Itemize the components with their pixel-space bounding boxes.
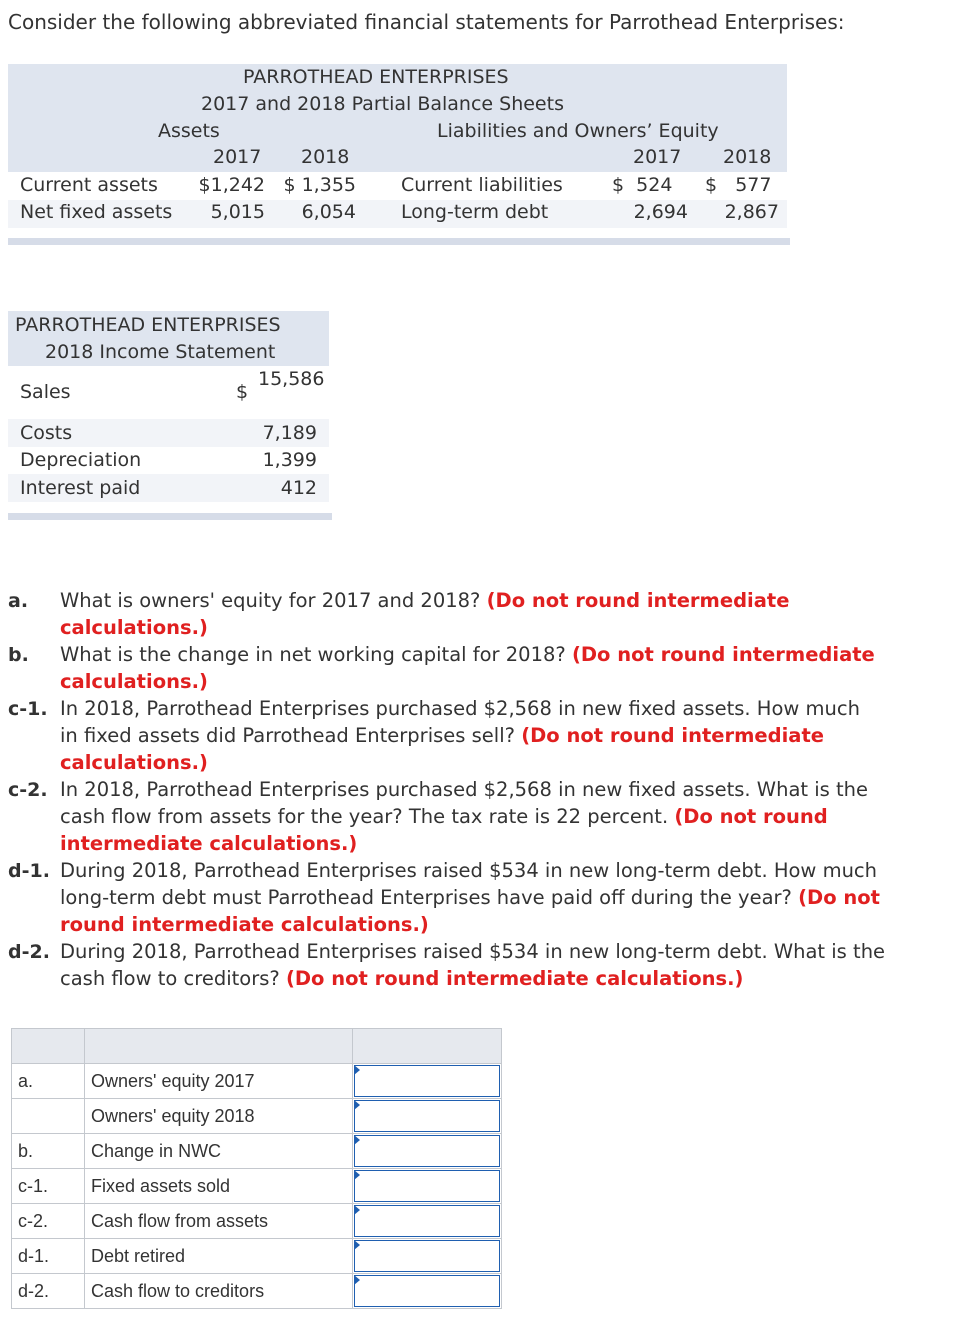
- balance-sheet-subtitle: 2017 and 2018 Partial Balance Sheets: [201, 93, 564, 115]
- answer-row-cash-flow-from-assets: [12, 1204, 502, 1239]
- liabilities-header: Liabilities and Owners’ Equity: [437, 120, 719, 142]
- question-c2-line-1: In 2018, Parrothead Enterprises purchased $2,568 in new fixed assets. What is the: [60, 778, 869, 801]
- answer-label: Owners' equity 2017: [85, 1064, 353, 1099]
- assets-year-2018: 2018: [301, 146, 350, 168]
- answer-row-owners-equity-2017: [12, 1064, 502, 1099]
- depreciation-label: Depreciation: [20, 449, 142, 471]
- answer-part: d-2.: [12, 1274, 85, 1309]
- answer-row-debt-retired: [12, 1239, 502, 1274]
- answer-table: [11, 1028, 502, 1309]
- question-c2-label: c-2.: [8, 779, 48, 801]
- answer-row-change-nwc: [12, 1134, 502, 1169]
- assets-header: Assets: [158, 120, 220, 142]
- question-d2-line-2: cash flow to creditors? (Do not round intermediate calculations.): [60, 967, 744, 990]
- owners-equity-2018-input[interactable]: [354, 1100, 500, 1132]
- question-d1-line-2: long-term debt must Parrothead Enterprises have paid off during the year? (Do not: [60, 886, 880, 909]
- question-b-line-2: calculations.): [60, 670, 208, 693]
- sales-dollar-sign: $: [236, 381, 249, 403]
- current-liabilities-label: Current liabilities: [401, 174, 563, 196]
- long-term-debt-label: Long-term debt: [401, 201, 549, 223]
- cash-flow-from-assets-input[interactable]: [354, 1205, 500, 1237]
- assets-year-2017: 2017: [213, 146, 262, 168]
- question-b-label: b.: [8, 644, 29, 666]
- balance-sheet-bottom-rule: [8, 238, 790, 245]
- long-term-debt-2018: 2,867: [724, 201, 779, 223]
- answer-label: Change in NWC: [85, 1134, 353, 1169]
- question-c1-label: c-1.: [8, 698, 48, 720]
- income-statement-bottom-rule: [8, 513, 332, 520]
- net-fixed-assets-2017: 5,015: [210, 201, 265, 223]
- answer-part: c-2.: [12, 1204, 85, 1239]
- interest-paid-value: 412: [280, 477, 317, 499]
- long-term-debt-2017: 2,694: [633, 201, 688, 223]
- question-d1-line-1: During 2018, Parrothead Enterprises raised $534 in new long-term debt. How much: [60, 859, 878, 882]
- answer-part: d-1.: [12, 1239, 85, 1274]
- question-c1-line-2: in fixed assets did Parrothead Enterprises sell? (Do not round intermediate: [60, 724, 825, 747]
- input-marker-icon: [354, 1065, 360, 1075]
- answer-label: Owners' equity 2018: [85, 1099, 353, 1134]
- question-c1-line-3: calculations.): [60, 751, 208, 774]
- liab-year-2018: 2018: [723, 146, 772, 168]
- question-c2-line-3: intermediate calculations.): [60, 832, 358, 855]
- debt-retired-input[interactable]: [354, 1240, 500, 1272]
- question-d2-label: d-2.: [8, 941, 50, 963]
- question-a-label: a.: [8, 590, 29, 612]
- sales-value: 15,586: [258, 368, 325, 390]
- income-statement-subtitle: 2018 Income Statement: [45, 341, 276, 363]
- current-assets-2017: $1,242: [198, 174, 265, 196]
- answer-label: Fixed assets sold: [85, 1169, 353, 1204]
- answer-part: b.: [12, 1134, 85, 1169]
- owners-equity-2017-input[interactable]: [354, 1065, 500, 1097]
- interest-paid-label: Interest paid: [20, 477, 141, 499]
- net-fixed-assets-2018: 6,054: [301, 201, 356, 223]
- costs-label: Costs: [20, 422, 73, 444]
- question-b-line-1: What is the change in net working capital for 2018? (Do not round intermediate: [60, 643, 875, 666]
- answer-part: c-1.: [12, 1169, 85, 1204]
- answer-label: Cash flow from assets: [85, 1204, 353, 1239]
- answer-label: Debt retired: [85, 1239, 353, 1274]
- current-assets-label: Current assets: [20, 174, 158, 196]
- cash-flow-to-creditors-input[interactable]: [354, 1275, 500, 1307]
- input-marker-icon: [354, 1240, 360, 1250]
- question-d2-line-1: During 2018, Parrothead Enterprises raised $534 in new long-term debt. What is the: [60, 940, 886, 963]
- input-marker-icon: [354, 1275, 360, 1285]
- question-d1-line-3: round intermediate calculations.): [60, 913, 429, 936]
- answer-row-cash-flow-to-creditors: [12, 1274, 502, 1309]
- question-c1-line-1: In 2018, Parrothead Enterprises purchased $2,568 in new fixed assets. How much: [60, 697, 860, 720]
- question-a-line-1: What is owners' equity for 2017 and 2018? (Do not round intermediate: [60, 589, 790, 612]
- net-fixed-assets-label: Net fixed assets: [20, 201, 173, 223]
- balance-sheet-company: PARROTHEAD ENTERPRISES: [243, 66, 509, 88]
- input-marker-icon: [354, 1100, 360, 1110]
- question-d1-label: d-1.: [8, 860, 50, 882]
- liab-year-2017: 2017: [633, 146, 682, 168]
- question-c2-line-2: cash flow from assets for the year? The tax rate is 22 percent. (Do not round: [60, 805, 828, 828]
- current-assets-2018: $ 1,355: [283, 174, 356, 196]
- answer-label: Cash flow to creditors: [85, 1274, 353, 1309]
- intro-text: Consider the following abbreviated financial statements for Parrothead Enterprises:: [8, 10, 845, 34]
- depreciation-value: 1,399: [262, 449, 317, 471]
- answer-part: [12, 1099, 85, 1134]
- change-nwc-input[interactable]: [354, 1135, 500, 1167]
- answer-table-header: [12, 1029, 502, 1064]
- question-a-line-2: calculations.): [60, 616, 208, 639]
- answer-row-owners-equity-2018: [12, 1099, 502, 1134]
- answer-part: a.: [12, 1064, 85, 1099]
- answer-row-fixed-assets-sold: [12, 1169, 502, 1204]
- input-marker-icon: [354, 1205, 360, 1215]
- input-marker-icon: [354, 1170, 360, 1180]
- fixed-assets-sold-input[interactable]: [354, 1170, 500, 1202]
- current-liabilities-2017: $ 524: [612, 174, 673, 196]
- income-statement-company: PARROTHEAD ENTERPRISES: [15, 314, 281, 336]
- sales-label: Sales: [20, 381, 71, 403]
- costs-value: 7,189: [262, 422, 317, 444]
- input-marker-icon: [354, 1135, 360, 1145]
- current-liabilities-2018: $ 577: [705, 174, 772, 196]
